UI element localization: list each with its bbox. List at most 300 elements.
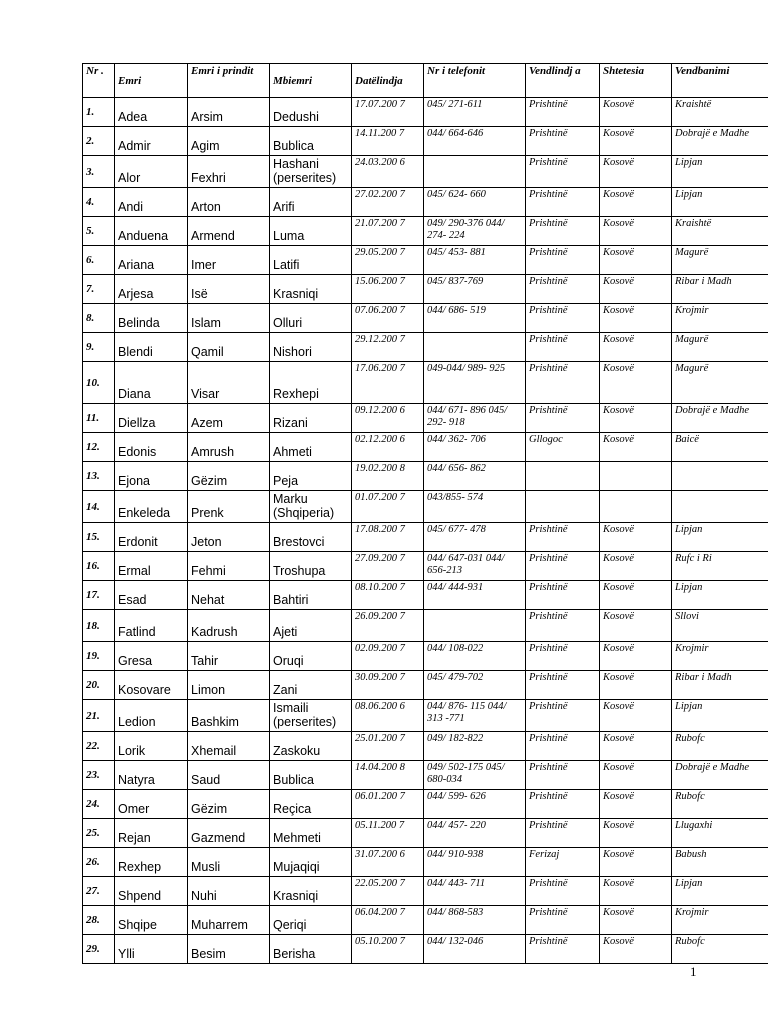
cell-vendbanimi: Lipjan <box>672 877 768 906</box>
cell-nr: 28. <box>83 906 115 935</box>
cell-shtetesia: Kosovë <box>600 700 672 732</box>
cell-vendbanimi: Sllovi <box>672 610 768 642</box>
student-table <box>82 63 768 964</box>
cell-vendlindja: Prishtinë <box>526 362 600 404</box>
cell-mbiemri: Hashani (perserites) <box>270 156 352 188</box>
cell-emri-prindit: Gëzim <box>188 462 270 491</box>
cell-vendbanimi: Ribar i Madh <box>672 275 768 304</box>
cell-shtetesia: Kosovë <box>600 671 672 700</box>
table-row <box>83 581 768 610</box>
cell-shtetesia: Kosovë <box>600 127 672 156</box>
cell-vendlindja: Ferizaj <box>526 848 600 877</box>
cell-vendbanimi: Lipjan <box>672 700 768 732</box>
cell-datelindja: 29.05.200 7 <box>352 246 424 275</box>
cell-emri-prindit: Arsim <box>188 98 270 127</box>
table-row <box>83 523 768 552</box>
cell-datelindja: 08.10.200 7 <box>352 581 424 610</box>
cell-vendbanimi: Krojmir <box>672 906 768 935</box>
cell-mbiemri: Zani <box>270 671 352 700</box>
header-datelindja: Datëlindja <box>352 64 424 98</box>
table-row <box>83 156 768 188</box>
cell-telefoni: 044/ 443- 711 <box>424 877 526 906</box>
cell-vendlindja: Prishtinë <box>526 333 600 362</box>
cell-vendbanimi: Rubofc <box>672 790 768 819</box>
cell-nr: 11. <box>83 404 115 433</box>
table-row <box>83 906 768 935</box>
cell-nr: 16. <box>83 552 115 581</box>
cell-datelindja: 29.12.200 7 <box>352 333 424 362</box>
cell-vendlindja: Prishtinë <box>526 552 600 581</box>
table-row <box>83 848 768 877</box>
cell-emri: Gresa <box>115 642 188 671</box>
cell-shtetesia: Kosovë <box>600 935 672 964</box>
cell-shtetesia: Kosovë <box>600 581 672 610</box>
cell-datelindja: 05.10.200 7 <box>352 935 424 964</box>
cell-shtetesia: Kosovë <box>600 790 672 819</box>
cell-nr: 23. <box>83 761 115 790</box>
cell-vendbanimi: Magurë <box>672 246 768 275</box>
cell-vendbanimi: Dobrajë e Madhe <box>672 127 768 156</box>
cell-datelindja: 27.02.200 7 <box>352 188 424 217</box>
cell-shtetesia: Kosovë <box>600 642 672 671</box>
cell-vendlindja <box>526 462 600 491</box>
cell-vendbanimi: Dobrajë e Madhe <box>672 404 768 433</box>
cell-telefoni: 044/ 868-583 <box>424 906 526 935</box>
cell-emri-prindit: Jeton <box>188 523 270 552</box>
cell-telefoni: 045/ 271-611 <box>424 98 526 127</box>
header-vendbanimi: Vendbanimi <box>672 64 768 98</box>
table-row <box>83 275 768 304</box>
cell-datelindja: 01.07.200 7 <box>352 491 424 523</box>
cell-vendbanimi: Krojmir <box>672 642 768 671</box>
cell-vendlindja: Prishtinë <box>526 877 600 906</box>
cell-mbiemri: Oruqi <box>270 642 352 671</box>
cell-shtetesia: Kosovë <box>600 304 672 333</box>
table-row <box>83 433 768 462</box>
cell-nr: 4. <box>83 188 115 217</box>
cell-nr: 6. <box>83 246 115 275</box>
cell-shtetesia: Kosovë <box>600 362 672 404</box>
cell-mbiemri: Luma <box>270 217 352 246</box>
cell-mbiemri: Nishori <box>270 333 352 362</box>
cell-vendbanimi <box>672 491 768 523</box>
cell-vendbanimi: Rubofc <box>672 935 768 964</box>
cell-mbiemri: Ahmeti <box>270 433 352 462</box>
cell-nr: 13. <box>83 462 115 491</box>
cell-emri-prindit: Imer <box>188 246 270 275</box>
cell-datelindja: 27.09.200 7 <box>352 552 424 581</box>
cell-emri: Arjesa <box>115 275 188 304</box>
cell-telefoni: 045/ 479-702 <box>424 671 526 700</box>
cell-vendlindja: Prishtinë <box>526 404 600 433</box>
table-row <box>83 333 768 362</box>
cell-telefoni: 049/ 290-376 044/ 274- 224 <box>424 217 526 246</box>
cell-vendlindja <box>526 491 600 523</box>
table-row <box>83 761 768 790</box>
table-row <box>83 790 768 819</box>
cell-emri: Ariana <box>115 246 188 275</box>
cell-shtetesia: Kosovë <box>600 404 672 433</box>
cell-emri: Shpend <box>115 877 188 906</box>
cell-emri-prindit: Prenk <box>188 491 270 523</box>
cell-nr: 19. <box>83 642 115 671</box>
header-emri: Emri <box>115 64 188 98</box>
cell-mbiemri: Rexhepi <box>270 362 352 404</box>
cell-nr: 25. <box>83 819 115 848</box>
table-row <box>83 671 768 700</box>
cell-datelindja: 05.11.200 7 <box>352 819 424 848</box>
cell-mbiemri: Bublica <box>270 127 352 156</box>
cell-nr: 3. <box>83 156 115 188</box>
cell-shtetesia: Kosovë <box>600 552 672 581</box>
cell-emri: Edonis <box>115 433 188 462</box>
cell-shtetesia: Kosovë <box>600 217 672 246</box>
header-emri-prindit: Emri i prindit <box>188 64 270 98</box>
cell-emri-prindit: Fexhri <box>188 156 270 188</box>
cell-vendbanimi: Lipjan <box>672 156 768 188</box>
cell-vendlindja: Prishtinë <box>526 98 600 127</box>
cell-emri-prindit: Qamil <box>188 333 270 362</box>
cell-emri-prindit: Fehmi <box>188 552 270 581</box>
cell-datelindja: 17.06.200 7 <box>352 362 424 404</box>
cell-nr: 9. <box>83 333 115 362</box>
cell-vendlindja: Prishtinë <box>526 761 600 790</box>
cell-telefoni: 044/ 656- 862 <box>424 462 526 491</box>
header-row <box>83 64 768 98</box>
cell-vendlindja: Prishtinë <box>526 246 600 275</box>
cell-telefoni: 045/ 453- 881 <box>424 246 526 275</box>
cell-datelindja: 14.11.200 7 <box>352 127 424 156</box>
cell-datelindja: 07.06.200 7 <box>352 304 424 333</box>
cell-mbiemri: Berisha <box>270 935 352 964</box>
cell-datelindja: 19.02.200 8 <box>352 462 424 491</box>
cell-emri-prindit: Isë <box>188 275 270 304</box>
cell-shtetesia: Kosovë <box>600 523 672 552</box>
cell-telefoni: 044/ 362- 706 <box>424 433 526 462</box>
cell-emri: Kosovare <box>115 671 188 700</box>
cell-mbiemri: Marku (Shqiperia) <box>270 491 352 523</box>
cell-vendbanimi: Magurë <box>672 362 768 404</box>
cell-emri-prindit: Islam <box>188 304 270 333</box>
cell-emri: Blendi <box>115 333 188 362</box>
cell-emri: Diellza <box>115 404 188 433</box>
cell-vendbanimi: Lipjan <box>672 523 768 552</box>
cell-emri: Lorik <box>115 732 188 761</box>
cell-nr: 10. <box>83 362 115 404</box>
page-number: 1 <box>690 964 697 979</box>
cell-datelindja: 06.01.200 7 <box>352 790 424 819</box>
cell-vendlindja: Prishtinë <box>526 188 600 217</box>
cell-datelindja: 25.01.200 7 <box>352 732 424 761</box>
cell-telefoni: 043/855- 574 <box>424 491 526 523</box>
cell-emri-prindit: Nuhi <box>188 877 270 906</box>
cell-nr: 14. <box>83 491 115 523</box>
cell-mbiemri: Bahtiri <box>270 581 352 610</box>
cell-mbiemri: Bublica <box>270 761 352 790</box>
cell-telefoni: 049/ 182-822 <box>424 732 526 761</box>
cell-emri: Admir <box>115 127 188 156</box>
cell-shtetesia: Kosovë <box>600 732 672 761</box>
cell-datelindja: 08.06.200 6 <box>352 700 424 732</box>
cell-shtetesia: Kosovë <box>600 246 672 275</box>
table-row <box>83 304 768 333</box>
cell-telefoni: 044/ 599- 626 <box>424 790 526 819</box>
cell-emri: Rejan <box>115 819 188 848</box>
header-mbiemri: Mbiemri <box>270 64 352 98</box>
cell-datelindja: 02.12.200 6 <box>352 433 424 462</box>
table-row <box>83 610 768 642</box>
cell-vendbanimi: Lipjan <box>672 188 768 217</box>
cell-emri: Anduena <box>115 217 188 246</box>
cell-emri-prindit: Gëzim <box>188 790 270 819</box>
table-row <box>83 819 768 848</box>
cell-nr: 27. <box>83 877 115 906</box>
cell-nr: 2. <box>83 127 115 156</box>
table-row <box>83 246 768 275</box>
cell-mbiemri: Ismaili (perserites) <box>270 700 352 732</box>
cell-vendlindja: Prishtinë <box>526 671 600 700</box>
cell-datelindja: 17.08.200 7 <box>352 523 424 552</box>
cell-emri: Enkeleda <box>115 491 188 523</box>
cell-mbiemri: Latifi <box>270 246 352 275</box>
cell-vendlindja: Prishtinë <box>526 819 600 848</box>
cell-emri-prindit: Gazmend <box>188 819 270 848</box>
cell-emri-prindit: Nehat <box>188 581 270 610</box>
cell-emri-prindit: Tahir <box>188 642 270 671</box>
cell-vendlindja: Prishtinë <box>526 523 600 552</box>
cell-shtetesia: Kosovë <box>600 610 672 642</box>
cell-emri: Ejona <box>115 462 188 491</box>
cell-shtetesia: Kosovë <box>600 906 672 935</box>
cell-telefoni: 045/ 624- 660 <box>424 188 526 217</box>
cell-emri: Ledion <box>115 700 188 732</box>
cell-emri: Erdonit <box>115 523 188 552</box>
cell-vendbanimi: Rubofc <box>672 732 768 761</box>
cell-datelindja: 26.09.200 7 <box>352 610 424 642</box>
cell-telefoni: 044/ 686- 519 <box>424 304 526 333</box>
cell-mbiemri: Mujaqiqi <box>270 848 352 877</box>
cell-vendlindja: Prishtinë <box>526 275 600 304</box>
cell-emri: Ylli <box>115 935 188 964</box>
cell-telefoni: 044/ 664-646 <box>424 127 526 156</box>
cell-vendbanimi: Baicë <box>672 433 768 462</box>
cell-emri: Omer <box>115 790 188 819</box>
cell-shtetesia: Kosovë <box>600 275 672 304</box>
cell-vendlindja: Gllogoc <box>526 433 600 462</box>
cell-vendlindja: Prishtinë <box>526 217 600 246</box>
cell-vendbanimi: Kraishtë <box>672 217 768 246</box>
cell-datelindja: 22.05.200 7 <box>352 877 424 906</box>
cell-mbiemri: Krasniqi <box>270 877 352 906</box>
cell-telefoni: 049-044/ 989- 925 <box>424 362 526 404</box>
cell-nr: 22. <box>83 732 115 761</box>
cell-emri-prindit: Saud <box>188 761 270 790</box>
cell-vendbanimi: Rufc i Ri <box>672 552 768 581</box>
cell-telefoni: 044/ 671- 896 045/ 292- 918 <box>424 404 526 433</box>
cell-vendbanimi: Babush <box>672 848 768 877</box>
cell-vendlindja: Prishtinë <box>526 732 600 761</box>
cell-telefoni <box>424 156 526 188</box>
table-row <box>83 700 768 732</box>
cell-nr: 7. <box>83 275 115 304</box>
cell-nr: 17. <box>83 581 115 610</box>
cell-mbiemri: Zaskoku <box>270 732 352 761</box>
cell-nr: 8. <box>83 304 115 333</box>
cell-telefoni: 049/ 502-175 045/ 680-034 <box>424 761 526 790</box>
cell-datelindja: 31.07.200 6 <box>352 848 424 877</box>
header-vendlindja: Vendlindj a <box>526 64 600 98</box>
table-row <box>83 404 768 433</box>
header-telefoni: Nr i telefonit <box>424 64 526 98</box>
cell-vendlindja: Prishtinë <box>526 906 600 935</box>
cell-nr: 29. <box>83 935 115 964</box>
cell-vendbanimi: Lipjan <box>672 581 768 610</box>
cell-emri-prindit: Visar <box>188 362 270 404</box>
cell-shtetesia: Kosovë <box>600 433 672 462</box>
table-row <box>83 552 768 581</box>
cell-vendlindja: Prishtinë <box>526 642 600 671</box>
cell-emri: Belinda <box>115 304 188 333</box>
table-row <box>83 217 768 246</box>
cell-emri-prindit: Limon <box>188 671 270 700</box>
cell-vendlindja: Prishtinë <box>526 581 600 610</box>
cell-datelindja: 17.07.200 7 <box>352 98 424 127</box>
cell-telefoni: 044/ 457- 220 <box>424 819 526 848</box>
cell-vendlindja: Prishtinë <box>526 127 600 156</box>
cell-vendbanimi <box>672 462 768 491</box>
cell-mbiemri: Reçica <box>270 790 352 819</box>
table-row <box>83 935 768 964</box>
table-row <box>83 127 768 156</box>
cell-nr: 15. <box>83 523 115 552</box>
cell-mbiemri: Arifi <box>270 188 352 217</box>
cell-emri: Adea <box>115 98 188 127</box>
cell-vendbanimi: Dobrajë e Madhe <box>672 761 768 790</box>
cell-vendbanimi: Llugaxhi <box>672 819 768 848</box>
cell-vendlindja: Prishtinë <box>526 156 600 188</box>
cell-mbiemri: Brestovci <box>270 523 352 552</box>
cell-emri: Fatlind <box>115 610 188 642</box>
table-row <box>83 462 768 491</box>
cell-nr: 5. <box>83 217 115 246</box>
table-row <box>83 642 768 671</box>
cell-shtetesia: Kosovë <box>600 98 672 127</box>
cell-emri: Natyra <box>115 761 188 790</box>
cell-telefoni: 044/ 444-931 <box>424 581 526 610</box>
cell-emri: Rexhep <box>115 848 188 877</box>
cell-emri-prindit: Agim <box>188 127 270 156</box>
cell-nr: 12. <box>83 433 115 462</box>
cell-emri: Esad <box>115 581 188 610</box>
cell-emri-prindit: Arton <box>188 188 270 217</box>
cell-nr: 18. <box>83 610 115 642</box>
cell-shtetesia: Kosovë <box>600 188 672 217</box>
cell-telefoni: 044/ 132-046 <box>424 935 526 964</box>
cell-emri-prindit: Kadrush <box>188 610 270 642</box>
cell-shtetesia <box>600 462 672 491</box>
cell-emri: Andi <box>115 188 188 217</box>
cell-emri-prindit: Musli <box>188 848 270 877</box>
cell-vendbanimi: Krojmir <box>672 304 768 333</box>
cell-emri-prindit: Muharrem <box>188 906 270 935</box>
cell-emri-prindit: Azem <box>188 404 270 433</box>
cell-shtetesia: Kosovë <box>600 156 672 188</box>
cell-emri-prindit: Armend <box>188 217 270 246</box>
cell-mbiemri: Dedushi <box>270 98 352 127</box>
cell-shtetesia <box>600 491 672 523</box>
cell-telefoni: 045/ 677- 478 <box>424 523 526 552</box>
cell-datelindja: 24.03.200 6 <box>352 156 424 188</box>
cell-nr: 26. <box>83 848 115 877</box>
header-shtetesia: Shtetesia <box>600 64 672 98</box>
cell-shtetesia: Kosovë <box>600 877 672 906</box>
cell-mbiemri: Mehmeti <box>270 819 352 848</box>
cell-datelindja: 15.06.200 7 <box>352 275 424 304</box>
cell-mbiemri: Rizani <box>270 404 352 433</box>
cell-datelindja: 09.12.200 6 <box>352 404 424 433</box>
cell-telefoni: 044/ 910-938 <box>424 848 526 877</box>
cell-emri-prindit: Bashkim <box>188 700 270 732</box>
cell-datelindja: 21.07.200 7 <box>352 217 424 246</box>
cell-nr: 21. <box>83 700 115 732</box>
cell-vendlindja: Prishtinë <box>526 610 600 642</box>
header-nr: Nr . <box>83 64 115 98</box>
table-row <box>83 362 768 404</box>
cell-datelindja: 02.09.200 7 <box>352 642 424 671</box>
cell-mbiemri: Krasniqi <box>270 275 352 304</box>
table-row <box>83 491 768 523</box>
table-row <box>83 732 768 761</box>
cell-telefoni: 044/ 108-022 <box>424 642 526 671</box>
cell-shtetesia: Kosovë <box>600 333 672 362</box>
cell-emri: Alor <box>115 156 188 188</box>
cell-vendlindja: Prishtinë <box>526 790 600 819</box>
cell-nr: 1. <box>83 98 115 127</box>
cell-emri: Shqipe <box>115 906 188 935</box>
cell-vendbanimi: Magurë <box>672 333 768 362</box>
cell-vendbanimi: Ribar i Madh <box>672 671 768 700</box>
cell-vendlindja: Prishtinë <box>526 935 600 964</box>
cell-vendlindja: Prishtinë <box>526 304 600 333</box>
table-row <box>83 188 768 217</box>
cell-datelindja: 06.04.200 7 <box>352 906 424 935</box>
table-row <box>83 877 768 906</box>
cell-nr: 24. <box>83 790 115 819</box>
cell-vendbanimi: Kraishtë <box>672 98 768 127</box>
table-row <box>83 98 768 127</box>
cell-datelindja: 30.09.200 7 <box>352 671 424 700</box>
cell-emri-prindit: Xhemail <box>188 732 270 761</box>
cell-nr: 20. <box>83 671 115 700</box>
cell-telefoni <box>424 333 526 362</box>
cell-emri: Diana <box>115 362 188 404</box>
cell-mbiemri: Ajeti <box>270 610 352 642</box>
cell-emri: Ermal <box>115 552 188 581</box>
cell-emri-prindit: Amrush <box>188 433 270 462</box>
cell-shtetesia: Kosovë <box>600 819 672 848</box>
cell-telefoni <box>424 610 526 642</box>
cell-mbiemri: Troshupa <box>270 552 352 581</box>
cell-datelindja: 14.04.200 8 <box>352 761 424 790</box>
cell-vendlindja: Prishtinë <box>526 700 600 732</box>
cell-shtetesia: Kosovë <box>600 761 672 790</box>
cell-shtetesia: Kosovë <box>600 848 672 877</box>
cell-telefoni: 044/ 876- 115 044/ 313 -771 <box>424 700 526 732</box>
cell-mbiemri: Peja <box>270 462 352 491</box>
cell-emri-prindit: Besim <box>188 935 270 964</box>
cell-mbiemri: Olluri <box>270 304 352 333</box>
cell-telefoni: 045/ 837-769 <box>424 275 526 304</box>
